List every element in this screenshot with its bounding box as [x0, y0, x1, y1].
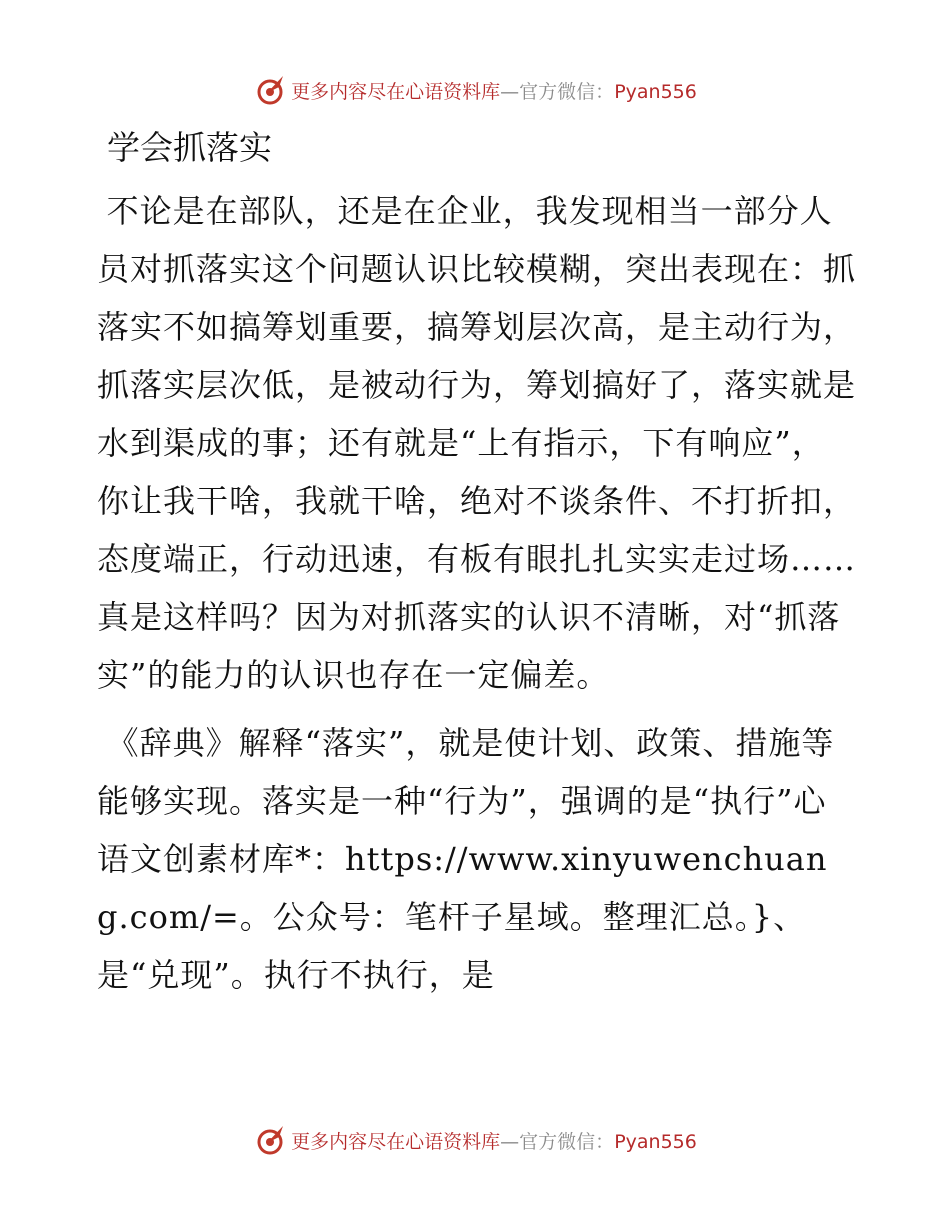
banner-dash: — — [500, 1130, 520, 1153]
quill-logo-icon — [253, 1123, 287, 1157]
document-title: 学会抓落实 — [107, 128, 272, 167]
document-body — [97, 120, 857, 1014]
header-banner — [0, 70, 950, 110]
banner-text — [291, 77, 697, 104]
quill-logo-icon — [253, 73, 287, 107]
footer-banner — [0, 1120, 950, 1160]
banner-wechat: 官方微信： — [519, 80, 615, 103]
banner-dash: — — [500, 80, 520, 103]
paragraph-2: 《辞典》解释“落实”，就是使计划、政策、措施等能够实现。落实是一种“行为”，强调的是“执行”心语文创素材库*：https://www.xinyuwenchuang.com/=。公众号：笔杆子星域。整理汇总。}、是“兑现”。执行不执行，是 — [97, 724, 835, 994]
banner-main: 更多内容尽在心语资料库 — [291, 80, 501, 103]
banner-text — [291, 1127, 697, 1154]
banner-id: Pyan556 — [614, 80, 697, 103]
banner-wechat: 官方微信： — [519, 1130, 615, 1153]
paragraph-1: 不论是在部队，还是在企业，我发现相当一部分人员对抓落实这个问题认识比较模糊，突出表现在：抓落实不如搞筹划重要，搞筹划层次高，是主动行为，抓落实层次低，是被动行为，筹划搞好了，落实就是水到渠成的事；还有就是“上有指示，下有响应”，你让我干啥，我就干啥，绝对不谈条件、不打折扣，态度端正，行动迅速，有板有眼扎扎实实走过场……真是这样吗？因为对抓落实的认识不清晰，对“抓落实”的能力的认识也存在一定偏差。 — [97, 192, 857, 694]
banner-id: Pyan556 — [614, 1130, 697, 1153]
banner-main: 更多内容尽在心语资料库 — [291, 1130, 501, 1153]
